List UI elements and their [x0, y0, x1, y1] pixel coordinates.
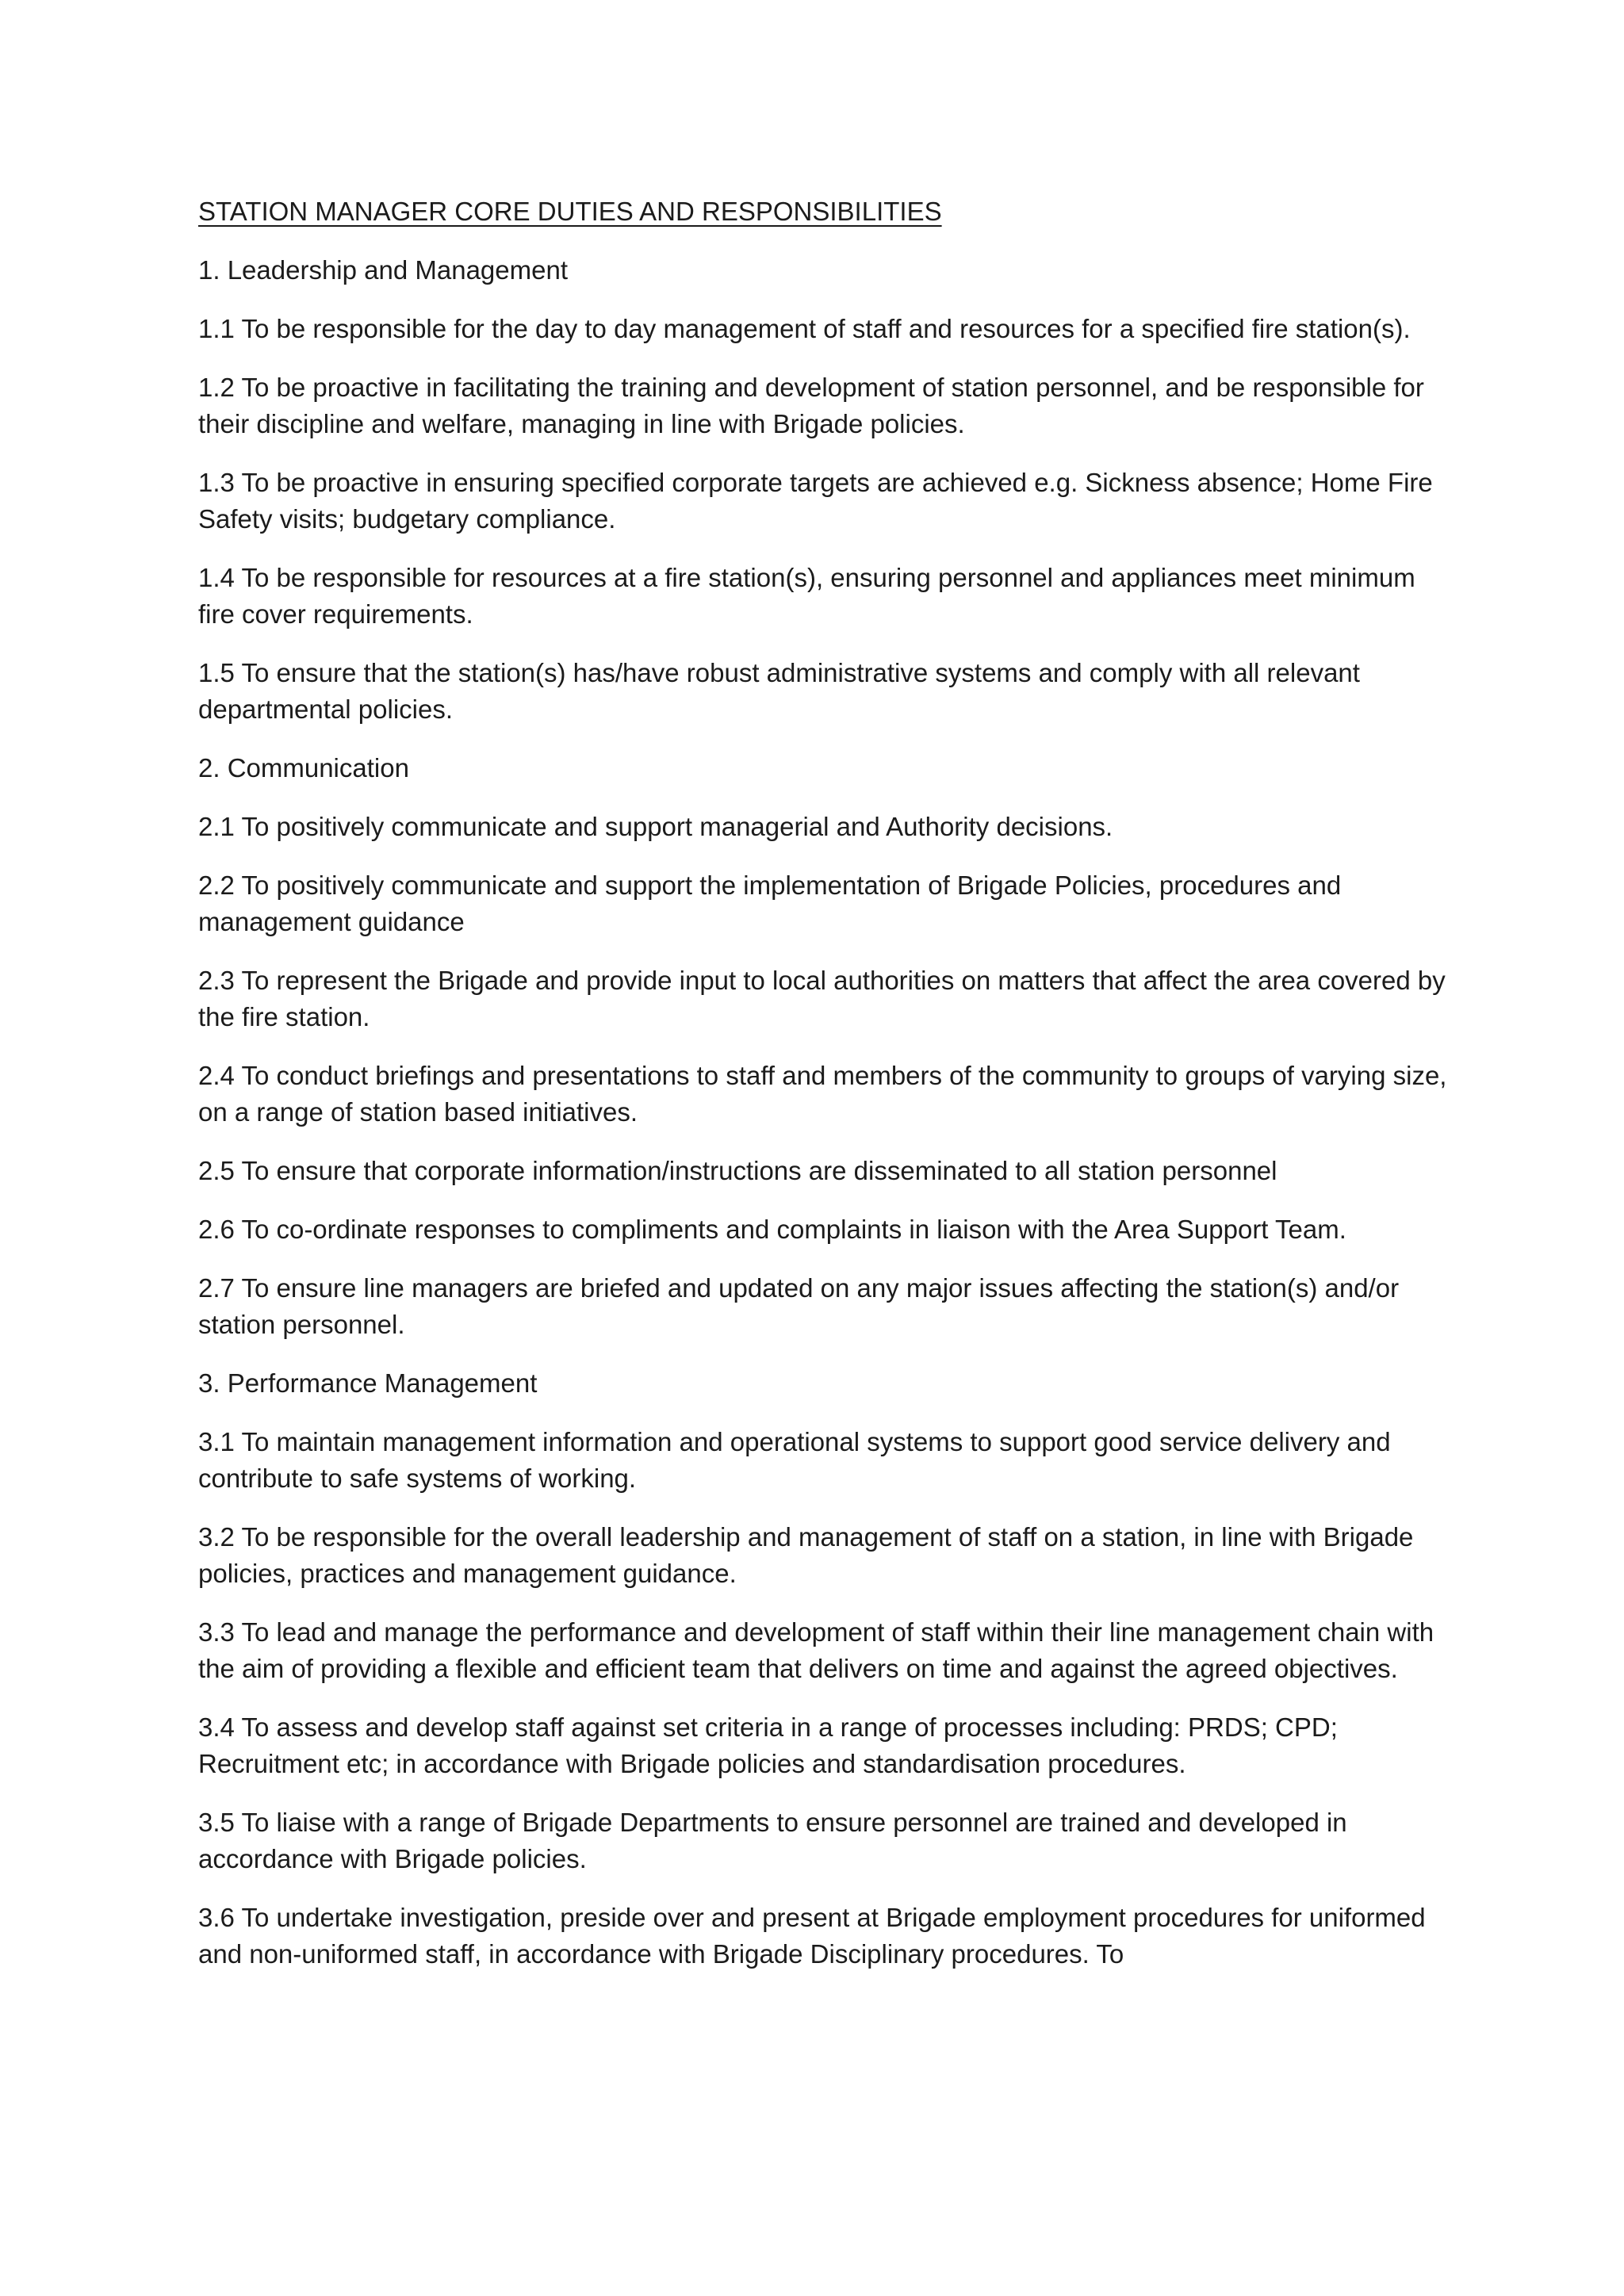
- paragraph-1-2: 1.2 To be proactive in facilitating the training and development of station personnel, and be responsible for their discipline and welfare, managing in line with Brigade policies.: [198, 373, 1424, 438]
- paragraph-2-3: 2.3 To represent the Brigade and provide input to local authorities on matters that affect the area covered by the fire station.: [198, 966, 1446, 1031]
- paragraph-2-4: 2.4 To conduct briefings and presentations to staff and members of the community to groups of varying size, on a range of station based initiatives.: [198, 1061, 1447, 1127]
- paragraph-1-4: 1.4 To be responsible for resources at a fire station(s), ensuring personnel and appliances meet minimum fire cover requirements.: [198, 563, 1415, 629]
- document-title: STATION MANAGER CORE DUTIES AND RESPONSIBILITIES: [198, 197, 942, 226]
- paragraph-3-1: 3.1 To maintain management information and operational systems to support good service delivery and contribute to safe systems of working.: [198, 1427, 1391, 1493]
- paragraph-1-3: 1.3 To be proactive in ensuring specified corporate targets are achieved e.g. Sickness absence; Home Fire Safety visits; budgetary compliance.: [198, 468, 1433, 534]
- paragraph-2-1: 2.1 To positively communicate and support managerial and Authority decisions.: [198, 812, 1113, 841]
- section-heading-communication: 2. Communication: [198, 753, 409, 783]
- paragraph-3-3: 3.3 To lead and manage the performance and development of staff within their line management chain with the aim of providing a flexible and efficient team that delivers on time and against the agreed objectives.: [198, 1617, 1434, 1683]
- paragraph-2-7: 2.7 To ensure line managers are briefed and updated on any major issues affecting the station(s) and/or station personnel.: [198, 1273, 1400, 1339]
- paragraph-2-6: 2.6 To co-ordinate responses to compliments and complaints in liaison with the Area Support Team.: [198, 1215, 1346, 1244]
- paragraph-2-2: 2.2 To positively communicate and support the implementation of Brigade Policies, procedures and management guidance: [198, 871, 1342, 936]
- paragraph-1-5: 1.5 To ensure that the station(s) has/have robust administrative systems and comply with all relevant departmental policies.: [198, 658, 1360, 724]
- paragraph-3-4: 3.4 To assess and develop staff against set criteria in a range of processes including: PRDS; CPD; Recruitment etc; in accordance with Brigade policies and standardisation procedures.: [198, 1712, 1338, 1778]
- paragraph-2-5: 2.5 To ensure that corporate information/instructions are disseminated to all station personnel: [198, 1156, 1277, 1185]
- section-heading-performance: 3. Performance Management: [198, 1368, 538, 1398]
- paragraph-1-1: 1.1 To be responsible for the day to day management of staff and resources for a specified fire station(s).: [198, 314, 1411, 343]
- paragraph-3-5: 3.5 To liaise with a range of Brigade Departments to ensure personnel are trained and developed in accordance with Brigade policies.: [198, 1808, 1347, 1873]
- paragraph-3-6: 3.6 To undertake investigation, preside over and present at Brigade employment procedures for uniformed and non-uniformed staff, in accordance with Brigade Disciplinary procedures. To: [198, 1903, 1426, 1969]
- paragraph-3-2: 3.2 To be responsible for the overall leadership and management of staff on a station, in line with Brigade policies, practices and management guidance.: [198, 1522, 1414, 1588]
- section-heading-leadership: 1. Leadership and Management: [198, 255, 568, 285]
- document-body: [198, 193, 1451, 1995]
